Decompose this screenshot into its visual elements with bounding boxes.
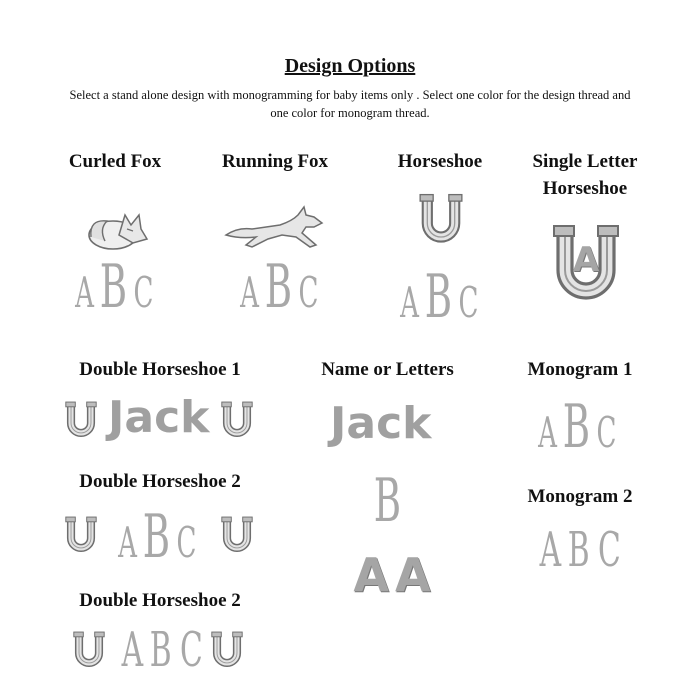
- page-title: Design Options: [284, 55, 416, 77]
- monogram-letter: B: [264, 252, 294, 322]
- horseshoe-icon: [62, 515, 100, 559]
- monogram-letter: C: [458, 278, 480, 327]
- single-letter-horseshoe-emblem: [544, 222, 628, 314]
- horseshoe-icon: [62, 400, 100, 444]
- monogram-letter: B: [424, 262, 454, 332]
- monogram-letter: C: [133, 268, 155, 317]
- single-letter-horseshoe-label: Single Letter Horseshoe: [532, 151, 638, 199]
- monogram-letter: A: [239, 268, 260, 317]
- horseshoe-icon: [218, 400, 256, 444]
- name-or-letters-double: AA: [353, 548, 437, 602]
- page-subtitle: Select a stand alone design with monogramming for baby items only . Select one color for the design thread and one color for monogram thread.: [69, 88, 631, 120]
- name-or-letters-name: Jack: [330, 398, 432, 449]
- monogram-1-label: Monogram 1: [527, 359, 633, 380]
- monogram-letter: B: [150, 622, 172, 678]
- horseshoe-label: Horseshoe: [397, 151, 483, 172]
- curled-fox-label: Curled Fox: [68, 151, 162, 172]
- horseshoe-icon: [218, 515, 256, 559]
- monogram-letter: A: [74, 268, 95, 317]
- monogram-letter: C: [179, 622, 203, 678]
- monogram-letter: B: [142, 502, 172, 572]
- monogram-letter: C: [176, 518, 198, 567]
- monogram-letter: A: [399, 278, 420, 327]
- monogram-letter: C: [596, 408, 618, 457]
- double-horseshoe-2-label: Double Horseshoe 2: [79, 590, 241, 611]
- running-fox-monogram: [220, 252, 340, 322]
- monogram-letter: A: [539, 522, 561, 578]
- horseshoe-icon: [414, 192, 468, 252]
- monogram-letter: B: [99, 252, 129, 322]
- double-horseshoe-1-name: Jack: [108, 392, 210, 443]
- double-horseshoe-2-monogram: [100, 502, 216, 572]
- single-letter: A: [572, 240, 600, 280]
- monogram-letter: A: [121, 622, 143, 678]
- curled-fox-icon: [85, 205, 151, 251]
- horseshoe-monogram: [380, 262, 500, 332]
- monogram-letter: B: [568, 522, 590, 578]
- curled-fox-monogram: [55, 252, 175, 322]
- monogram-letter: C: [597, 522, 621, 578]
- running-fox-label: Running Fox: [221, 151, 329, 172]
- running-fox-icon: [222, 205, 326, 251]
- horseshoe-icon: [208, 630, 246, 674]
- monogram-1-monogram: [518, 392, 638, 462]
- monogram-2-monogram: [525, 522, 635, 578]
- name-or-letters-label: Name or Letters: [321, 359, 454, 380]
- double-horseshoe-2-label: Double Horseshoe 2: [79, 471, 241, 492]
- monogram-letter: B: [373, 466, 403, 536]
- double-horseshoe-2-monogram: [112, 622, 212, 678]
- name-or-letters-single: [360, 466, 416, 536]
- horseshoe-icon: [70, 630, 108, 674]
- monogram-2-label: Monogram 2: [527, 486, 633, 507]
- monogram-letter: A: [117, 518, 138, 567]
- double-horseshoe-1-label: Double Horseshoe 1: [79, 359, 241, 380]
- monogram-letter: B: [562, 392, 592, 462]
- monogram-letter: C: [298, 268, 320, 317]
- monogram-letter: A: [537, 408, 558, 457]
